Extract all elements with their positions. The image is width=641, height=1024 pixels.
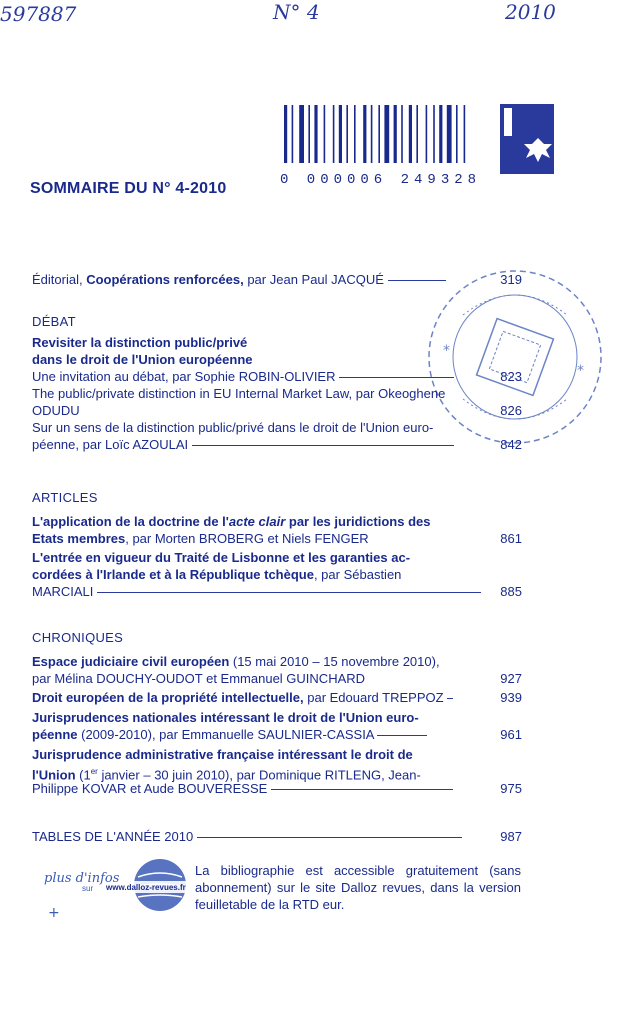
bibliography-note: La bibliographie est accessible gratuitement (sans abonnement) sur le site Dalloz revues, dans la version feuilletable de la RTD eur.: [195, 863, 521, 912]
chronique-author: janvier – 30 juin 2010), par Dominique RITLENG, Jean-: [97, 767, 421, 783]
leader-line: [97, 592, 481, 593]
section-debat: DÉBAT: [32, 314, 76, 329]
barcode-digits: 0 000006 249328: [280, 172, 482, 188]
section-articles: ARTICLES: [32, 490, 98, 505]
page-number: 987: [500, 829, 522, 844]
barcode-bar: [433, 105, 435, 163]
barcode-bar: [308, 105, 310, 163]
barcode: [284, 105, 502, 163]
editorial-author: par Jean Paul JACQUÉ: [247, 272, 384, 287]
plus-infos-logo: [30, 857, 188, 919]
plus-infos-sur: sur: [82, 884, 94, 893]
barcode-bar: [439, 105, 442, 163]
article-author: , par Morten BROBERG et Niels FENGER: [125, 531, 369, 546]
toc-chroniques: [32, 653, 522, 797]
barcode-bar: [426, 105, 428, 163]
editorial-title: Coopérations renforcées,: [86, 272, 244, 287]
svg-text:*: *: [577, 363, 584, 379]
page-number: 927: [500, 671, 522, 686]
superscript: er: [90, 767, 98, 776]
article-title: L'entrée en vigueur du Traité de Lisbonne et les garanties ac-: [32, 550, 411, 565]
barcode-bar: [339, 105, 342, 163]
chronique-title: Droit européen de la propriété intellectuelle,: [32, 690, 304, 705]
barcode-bar: [409, 105, 412, 163]
leader-line: [271, 789, 453, 790]
page-number: 975: [500, 781, 522, 796]
page-number: 885: [500, 584, 522, 599]
barcode-bar: [416, 105, 418, 163]
leader-line: [339, 377, 454, 378]
barcode-bar: [284, 105, 287, 163]
barcode-bar: [401, 105, 403, 163]
chronique-author: Philippe KOVAR et Aude BOUVERESSE: [32, 781, 268, 796]
leader-line: [197, 837, 462, 838]
article-title: par les juridictions des: [285, 514, 431, 529]
chronique-author: par Edouard TREPPOZ: [303, 690, 444, 705]
page-number: 939: [500, 690, 522, 705]
article-title: cordées à l'Irlande et à la République tchèque: [32, 567, 314, 582]
page-number: 842: [500, 437, 522, 452]
section-chroniques: CHRONIQUES: [32, 630, 124, 645]
chronique-title: l'Union: [32, 767, 76, 783]
article-title: acte clair: [228, 514, 286, 529]
chronique-author: (2009-2010), par Emmanuelle SAULNIER-CASSIA: [77, 727, 374, 742]
page-number: 823: [500, 369, 522, 384]
toc-debat: [32, 334, 522, 453]
page-number: 319: [500, 272, 522, 287]
leader-line: [447, 698, 453, 699]
barcode-bar: [292, 105, 294, 163]
barcode-bar: [394, 105, 397, 163]
article-title: Etats membres: [32, 531, 126, 546]
barcode-bar: [299, 105, 304, 163]
chronique-title: Jurisprudence administrative française intéressant le droit de: [32, 747, 413, 762]
plus-infos-label: plus d'infos: [44, 871, 120, 886]
toc-articles: [32, 513, 522, 600]
chronique-title: péenne: [32, 727, 78, 742]
article-author: MARCIALI: [32, 584, 94, 599]
article-title: L'application de la doctrine de l': [32, 514, 229, 529]
svg-text:+: +: [48, 905, 60, 919]
svg-text:*: *: [443, 343, 450, 359]
page-number: 826: [500, 403, 522, 418]
article-author: , par Sébastien: [313, 567, 402, 582]
toc-tables: [32, 828, 522, 845]
barcode-bar: [354, 105, 356, 163]
barcode-bar: [346, 105, 348, 163]
chronique-title: Espace judiciaire civil européen: [32, 654, 230, 669]
debat-heading: dans le droit de l'Union européenne: [32, 352, 253, 367]
debat-item: Sur un sens de la distinction public/privé dans le droit de l'Union euro-: [32, 420, 434, 435]
debat-item: péenne, par Loïc AZOULAI: [32, 437, 189, 452]
barcode-bar: [464, 105, 466, 163]
barcode-bar: [333, 105, 335, 163]
editorial-label: Éditorial,: [32, 272, 83, 287]
page-number: 961: [500, 727, 522, 742]
publisher-logo: [500, 104, 554, 174]
tables-label: TABLES DE L'ANNÉE 2010: [32, 829, 194, 844]
barcode-bar: [371, 105, 373, 163]
handwritten-issue: N° 4: [273, 0, 320, 24]
debat-item: The public/private distinction in EU Internal Market Law, par Okeoghene: [32, 386, 446, 401]
barcode-bar: [314, 105, 317, 163]
handwritten-number: 597887: [0, 2, 77, 26]
page-title: SOMMAIRE DU N° 4-2010: [30, 180, 227, 197]
barcode-bar: [456, 105, 458, 163]
barcode-bar: [324, 105, 326, 163]
chronique-author: par Mélina DOUCHY-OUDOT et Emmanuel GUINCHARD: [32, 671, 366, 686]
handwritten-year: 2010: [505, 0, 556, 24]
chronique-dates: (1: [75, 767, 91, 783]
barcode-bar: [384, 105, 389, 163]
leader-line: [377, 735, 427, 736]
leader-line: [388, 280, 446, 281]
page-number: 861: [500, 531, 522, 546]
leader-line: [192, 445, 454, 446]
barcode-bar: [378, 105, 380, 163]
debat-item: Une invitation au débat, par Sophie ROBIN-OLIVIER: [32, 369, 336, 384]
toc-editorial: [32, 271, 522, 288]
chronique-dates: (15 mai 2010 – 15 novembre 2010),: [229, 654, 440, 669]
chronique-title: Jurisprudences nationales intéressant le droit de l'Union euro-: [32, 710, 419, 725]
debat-item: ODUDU: [32, 403, 80, 418]
barcode-bar: [363, 105, 366, 163]
plus-infos-site: www.dalloz-revues.fr: [106, 883, 186, 892]
barcode-bar: [447, 105, 452, 163]
debat-heading: Revisiter la distinction public/privé: [32, 335, 248, 350]
